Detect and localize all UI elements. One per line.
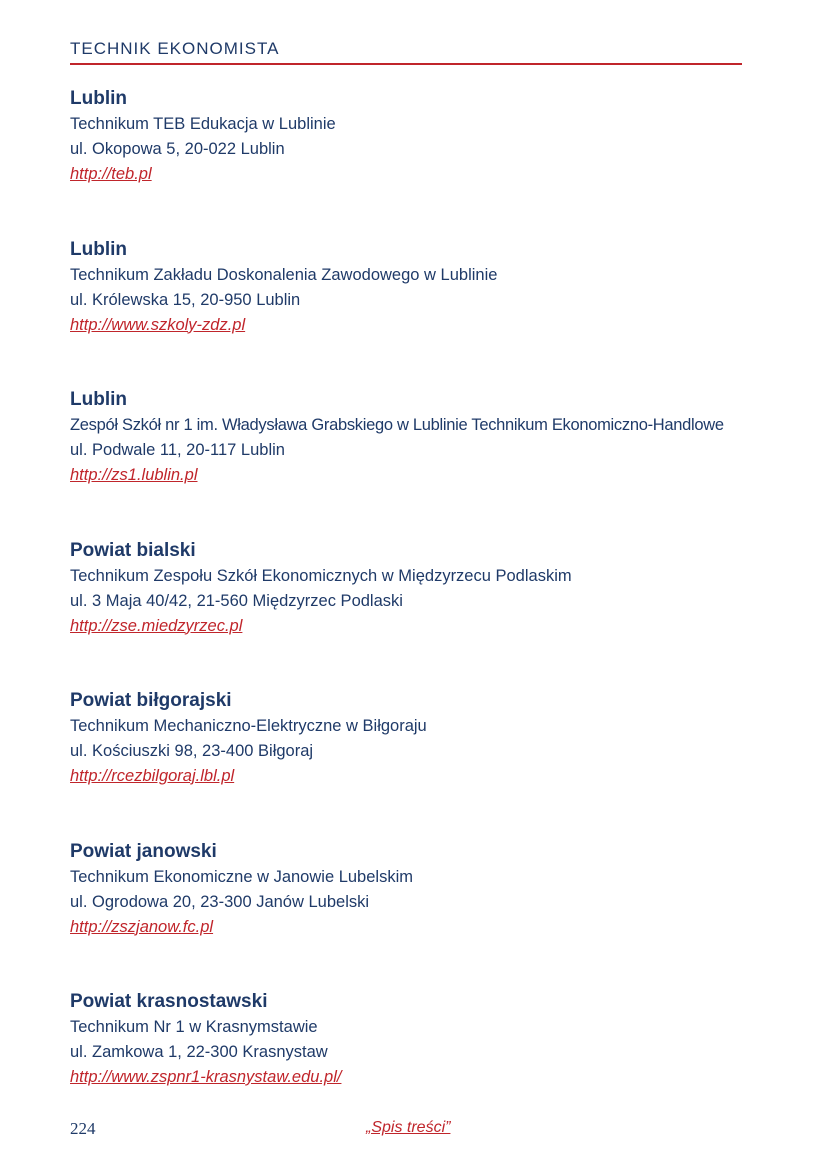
entry-address: ul. 3 Maja 40/42, 21-560 Międzyrzec Podlaski (70, 591, 403, 610)
school-list (70, 86, 750, 1140)
entry-address: ul. Okopowa 5, 20-022 Lublin (70, 140, 285, 158)
school-entry (70, 387, 750, 538)
school-entry (70, 86, 750, 237)
entry-website-link[interactable]: http://www.zspnr1-krasnystaw.edu.pl/ (70, 1068, 342, 1086)
header-divider (70, 63, 742, 65)
page-header (70, 38, 742, 60)
entry-website-link[interactable]: http://rcezbilgoraj.lbl.pl (70, 767, 235, 785)
entry-address: ul. Ogrodowa 20, 23-300 Janów Lubelski (70, 892, 370, 911)
entry-region: Powiat janowski (70, 840, 217, 862)
entry-region: Powiat bialski (70, 539, 196, 561)
school-entry (70, 237, 750, 388)
entry-website-link[interactable]: http://teb.pl (70, 165, 152, 183)
entry-school-name: Zespół Szkół nr 1 im. Władysława Grabskiego w Lublinie Technikum Ekonomiczno-Handlowe (70, 416, 724, 434)
entry-school-name: Technikum TEB Edukacja w Lublinie (70, 115, 336, 133)
entry-address: ul. Kościuszki 98, 23-400 Biłgoraj (70, 742, 314, 760)
entry-address: ul. Podwale 11, 20-117 Lublin (70, 441, 285, 459)
school-entry (70, 839, 750, 990)
entry-region: Lublin (70, 238, 127, 260)
entry-school-name: Technikum Zakładu Doskonalenia Zawodowego w Lublinie (70, 265, 498, 284)
entry-website-link[interactable]: http://zs1.lublin.pl (70, 466, 198, 484)
entry-website-link[interactable]: http://zse.miedzyrzec.pl (70, 616, 243, 635)
entry-region: Lublin (70, 88, 127, 109)
header-title: TECHNIK EKONOMISTA (70, 39, 280, 58)
school-entry (70, 538, 750, 689)
entry-region: Powiat krasnostawski (70, 991, 268, 1012)
entry-school-name: Technikum Zespołu Szkół Ekonomicznych w Międzyrzecu Podlaskim (70, 566, 572, 585)
entry-school-name: Technikum Ekonomiczne w Janowie Lubelskim (70, 867, 413, 886)
page-number: 224 (70, 1119, 96, 1138)
table-of-contents-link[interactable]: „Spis treści” (366, 1119, 451, 1136)
entry-website-link[interactable]: http://www.szkoly-zdz.pl (70, 315, 246, 334)
entry-region: Lublin (70, 389, 127, 410)
school-entry (70, 688, 750, 839)
entry-region: Powiat biłgorajski (70, 690, 232, 711)
school-entry (70, 989, 750, 1140)
entry-school-name: Technikum Nr 1 w Krasnymstawie (70, 1018, 318, 1036)
entry-address: ul. Zamkowa 1, 22-300 Krasnystaw (70, 1043, 328, 1061)
entry-school-name: Technikum Mechaniczno-Elektryczne w Biłgoraju (70, 717, 427, 735)
entry-address: ul. Królewska 15, 20-950 Lublin (70, 290, 301, 309)
entry-website-link[interactable]: http://zszjanow.fc.pl (70, 917, 214, 936)
